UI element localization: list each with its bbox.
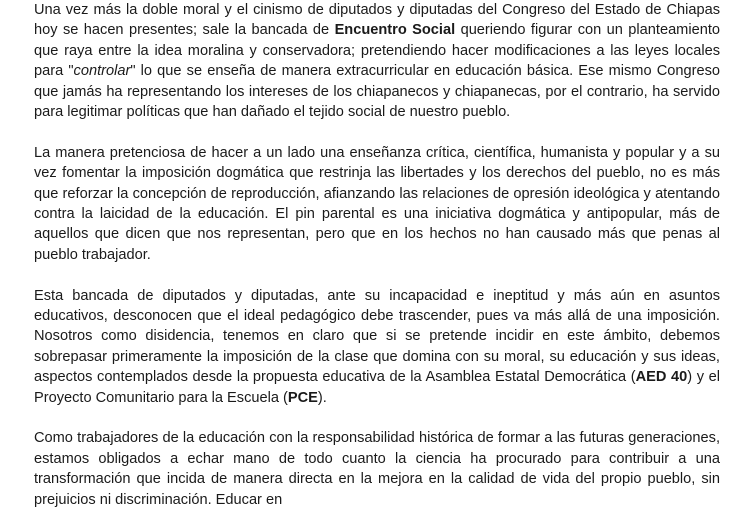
paragraph-3-text: Esta bancada de diputados y diputadas, ante su incapacidad e ineptitud y más aún en asuntos educativos, desconocen que el ideal pedagógico debe trascender, pues va más allá de una imposición. Nosotros como disidencia, tenemos en claro que si se pretende incidir en este ámbito, debemos sobrepasar primeramente la imposición de la clase que domina con su moral, su educación y sus ideas, aspectos contemplados desde la propuesta educativa de la Asamblea Estatal Democrática ( [34, 287, 720, 386]
paragraph-2-text: La manera pretenciosa de hacer a un lado una enseñanza crítica, científica, humanista y popular y a su vez fomentar la imposición dogmática que restrinja las libertades y los derechos del pueblo, no es más que reforzar la concepción de reproducción, afianzando las relaciones de opresión ideológica y atentando contra la laicidad de la educación. El pin parental es una iniciativa dogmática y antipopular, más de aquellos que dicen que nos representan, pero que en los hechos no han causado más que penas al pueblo trabajador. [34, 144, 720, 263]
paragraph-4 [34, 428, 720, 510]
paragraph-1-text: Una vez más la doble moral y el cinismo de diputados y diputadas del Congreso del Estado de Chiapas hoy se hacen presentes; sale la bancada de [34, 2, 720, 39]
paragraph-3-text-2: ) y el Proyecto Comunitario para la Escuela ( [34, 369, 721, 406]
controlar-italic: controlar [73, 63, 131, 80]
document-body [34, 0, 720, 531]
encuentro-social-bold: Encuentro Social [334, 22, 456, 39]
aed40-bold: AED 40 [635, 369, 688, 386]
paragraph-3 [34, 286, 720, 408]
paragraph-1 [34, 0, 720, 122]
paragraph-1-text-2: queriendo figurar con un planteamiento que raya entre la idea moralina y conservadora; pretendiendo hacer modificaciones a las leyes locales para " [34, 22, 720, 80]
paragraph-2 [34, 143, 720, 265]
pce-bold: PCE [287, 389, 318, 406]
paragraph-4-text: Como trabajadores de la educación con la responsabilidad histórica de formar a las futuras generaciones, estamos obligados a echar mano de todo cuanto la ciencia ha procurado para contribuir a una transformación que incida de manera directa en la mejora en la calidad de vida del propio pueblo, sin prejuicios ni discriminación. Educar en [34, 430, 720, 508]
paragraph-3-text-3: ). [317, 389, 327, 406]
paragraph-1-text-3: " lo que se enseña de manera extracurricular en educación básica. Ese mismo Congreso que jamás ha representando los intereses de los chiapanecos y chiapanecas, por el contrario, ha servido para legitimar políticas que han dañado el tejido social de nuestro pueblo. [34, 63, 720, 121]
